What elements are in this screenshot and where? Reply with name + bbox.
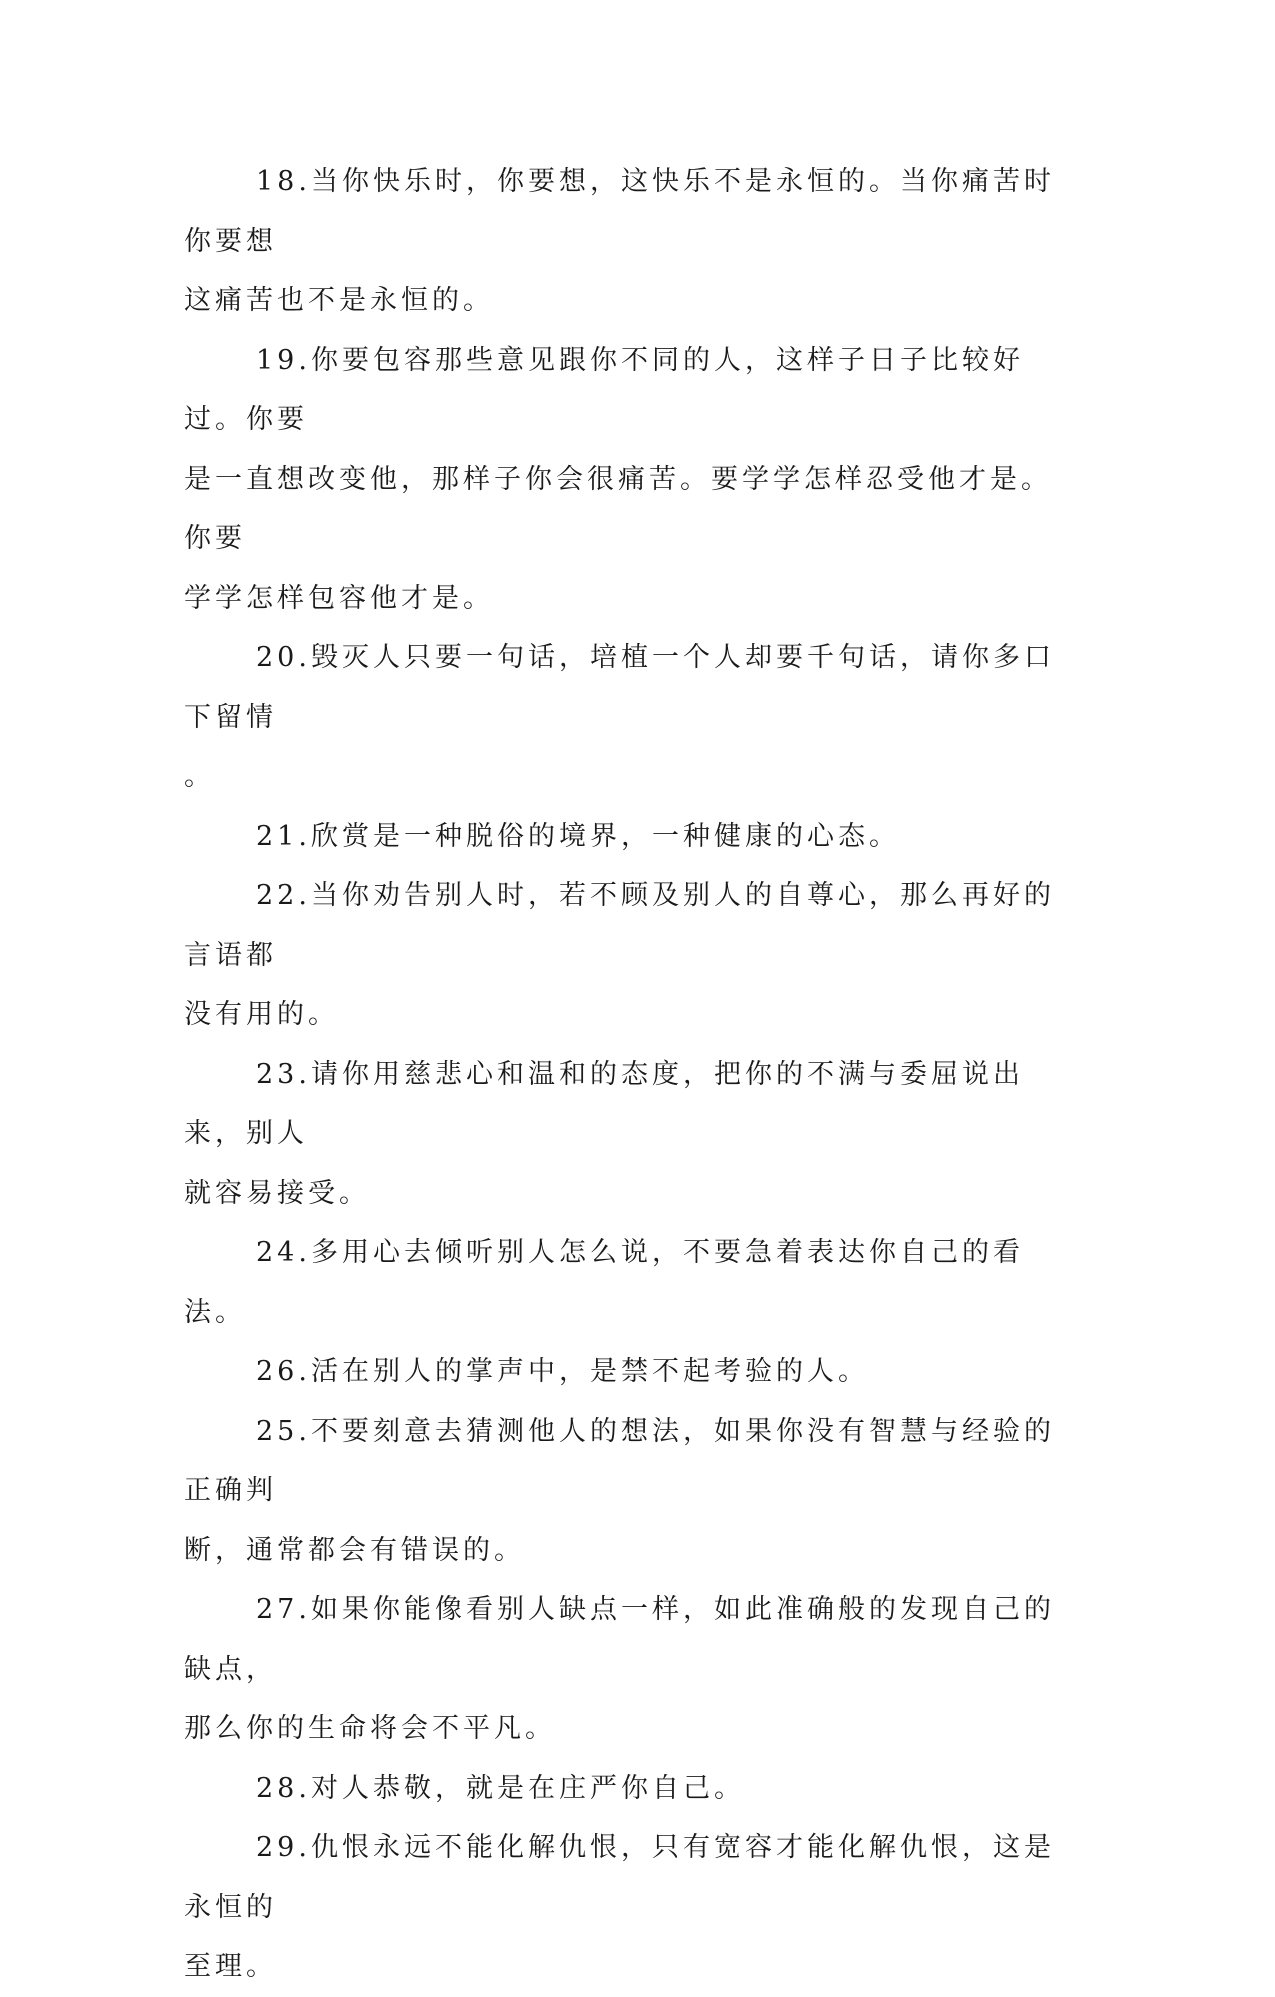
paragraph-27: 27.如果你能像看别人缺点一样，如此准确般的发现自己的缺点， 那么你的生命将会不平凡。	[184, 1594, 1055, 1744]
paragraph-18: 18.当你快乐时，你要想，这快乐不是永恒的。当你痛苦时你要想 这痛苦也不是永恒的。	[184, 166, 1055, 316]
paragraph-21: 21.欣赏是一种脱俗的境界，一种健康的心态。	[256, 820, 900, 852]
paragraph-20: 20.毁灭人只要一句话，培植一个人却要千句话，请你多口下留情 。	[184, 642, 1055, 792]
paragraph-25: 25.不要刻意去猜测他人的想法，如果你没有智慧与经验的正确判 断，通常都会有错误的。	[184, 1415, 1055, 1566]
paragraph-24: 24.多用心去倾听别人怎么说，不要急着表达你自己的看法。	[184, 1237, 1024, 1328]
document-body	[184, 152, 1064, 1997]
paragraph-28: 28.对人恭敬，就是在庄严你自己。	[256, 1772, 745, 1804]
paragraph-19: 19.你要包容那些意见跟你不同的人，这样子日子比较好过。你要 是一直想改变他，那样子你会很痛苦。要学学怎样忍受他才是。你要 学学怎样包容他才是。	[184, 344, 1052, 614]
paragraph-22: 22.当你劝告别人时，若不顾及别人的自尊心，那么再好的言语都 没有用的。	[184, 880, 1055, 1030]
paragraph-29: 29.仇恨永远不能化解仇恨，只有宽容才能化解仇恨，这是永恒的 至理。	[184, 1832, 1055, 1982]
paragraph-23: 23.请你用慈悲心和温和的态度，把你的不满与委屈说出来，别人 就容易接受。	[184, 1058, 1024, 1209]
paragraph-26: 26.活在别人的掌声中，是禁不起考验的人。	[256, 1356, 869, 1387]
